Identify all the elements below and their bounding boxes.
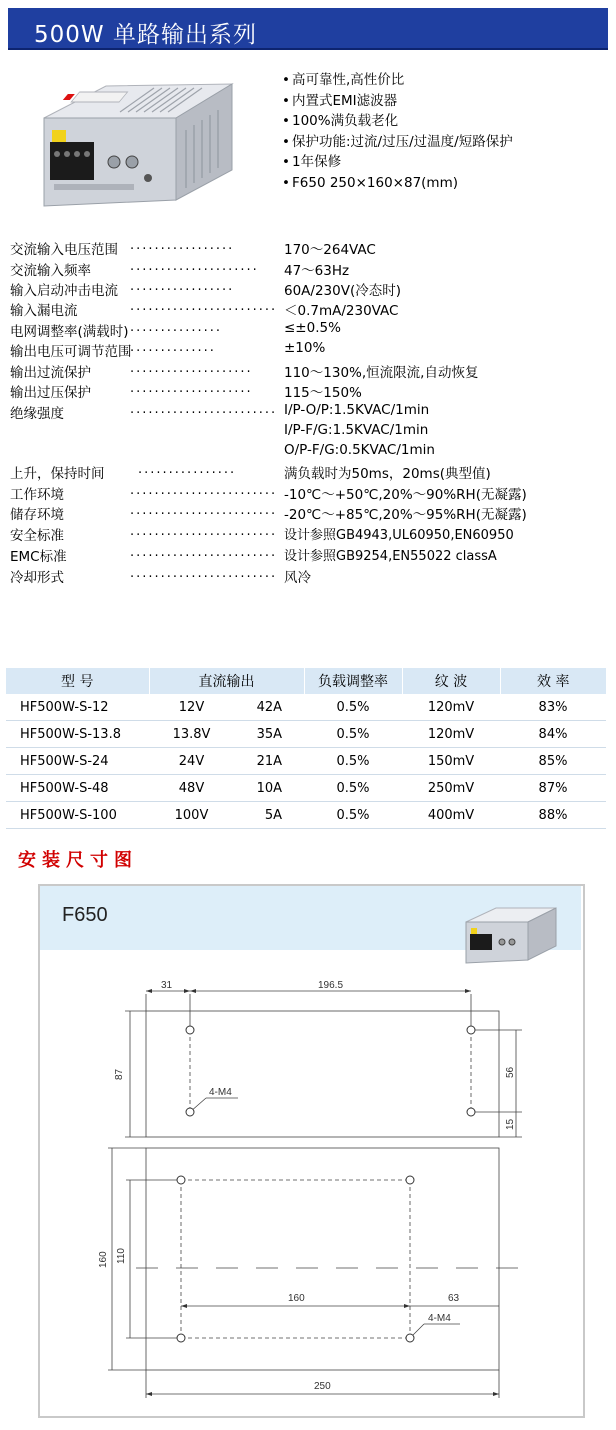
spec-leader: .................	[130, 238, 235, 253]
spec-leader: ........................	[130, 402, 278, 417]
page-title: 500W 单路输出系列	[34, 22, 257, 48]
spec-label: 输出电压可调节范围	[10, 344, 132, 360]
cell-current: 5A	[234, 802, 304, 829]
cell-voltage: 24V	[149, 748, 234, 775]
dim-screw-top: 4-M4	[209, 1087, 232, 1098]
spec-value: ≤±0.5%	[284, 320, 341, 336]
cell-regulation: 0.5%	[304, 748, 402, 775]
dim-hole-bottom: 15	[505, 1118, 516, 1130]
spec-label: 输入启动冲击电流	[10, 283, 118, 299]
spec-leader: ................	[138, 462, 237, 477]
cell-model: HF500W-S-24	[6, 748, 149, 775]
dim-top-offset: 31	[161, 980, 173, 991]
case-label: F650	[62, 904, 108, 926]
spec-leader: ....................	[130, 381, 253, 396]
spec-value: 满负载时为50ms，20ms(典型值)	[284, 466, 491, 482]
mount-hole	[467, 1108, 475, 1116]
spec-value: 110～130%,恒流限流,自动恢复	[284, 365, 479, 381]
spec-leader: ........................	[130, 483, 278, 498]
spec-value: 115～150%	[284, 385, 362, 401]
spec-label: 储存环境	[10, 507, 64, 523]
spec-value: ＜0.7mA/230VAC	[284, 303, 399, 319]
cell-efficiency: 84%	[500, 721, 606, 748]
spec-value: 风冷	[284, 570, 311, 586]
spec-label: 输出过压保护	[10, 385, 91, 401]
spec-leader: ........................	[130, 299, 278, 314]
spec-label: 绝缘强度	[10, 406, 64, 422]
spec-leader: ........................	[130, 545, 278, 560]
cell-model: HF500W-S-100	[6, 802, 149, 829]
cell-voltage: 12V	[149, 694, 234, 721]
cell-model: HF500W-S-48	[6, 775, 149, 802]
header-dc-output: 直流输出	[149, 668, 304, 694]
spec-value: ±10%	[284, 340, 326, 356]
cell-voltage: 48V	[149, 775, 234, 802]
dim-hole-span: 160	[288, 1293, 305, 1304]
header-model: 型 号	[6, 668, 149, 694]
spec-leader: ........................	[130, 503, 278, 518]
spec-leader: ........................	[130, 524, 278, 539]
mounting-heading: 安装尺寸图	[18, 850, 138, 871]
spec-value: -20℃～+85℃,20%～95%RH(无凝露)	[284, 507, 527, 523]
spec-leader: .................	[130, 279, 235, 294]
cell-ripple: 120mV	[402, 694, 500, 721]
cell-regulation: 0.5%	[304, 721, 402, 748]
cell-regulation: 0.5%	[304, 802, 402, 829]
cell-efficiency: 85%	[500, 748, 606, 775]
spec-value: 60A/230V(冷态时)	[284, 283, 401, 299]
cell-voltage: 13.8V	[149, 721, 234, 748]
dim-hole-height: 110	[116, 1248, 127, 1264]
header-ripple: 纹 波	[402, 668, 500, 694]
spec-label: EMC标准	[10, 549, 67, 565]
spec-value: 设计参照GB9254,EN55022 classA	[284, 549, 497, 564]
spec-label: 上升，保持时间	[10, 466, 105, 482]
spec-leader: ........................	[130, 566, 278, 581]
mount-hole	[186, 1108, 194, 1116]
cell-current: 10A	[234, 775, 304, 802]
feature-item: • 100%满负载老化	[282, 113, 399, 129]
spec-value: I/P-O/P:1.5KVAC/1min	[284, 402, 430, 418]
mount-hole	[177, 1334, 185, 1342]
spec-leader: ....................	[130, 361, 253, 376]
spec-leader: .....................	[130, 259, 259, 274]
dim-right-offset: 63	[448, 1293, 460, 1304]
dim-outer-height: 160	[98, 1251, 109, 1268]
spec-value: 170～264VAC	[284, 242, 376, 258]
spec-label: 安全标准	[10, 528, 64, 544]
spec-label: 冷却形式	[10, 570, 64, 586]
header-load-regulation: 负载调整率	[304, 668, 402, 694]
spec-value: I/P-F/G:1.5KVAC/1min	[284, 422, 429, 438]
feature-item: • F650 250×160×87(mm)	[282, 174, 458, 191]
spec-value: 47～63Hz	[284, 263, 350, 279]
cell-current: 42A	[234, 694, 304, 721]
spec-label: 电网调整率(满载时)	[10, 324, 129, 340]
dim-screw-bottom: 4-M4	[428, 1313, 451, 1324]
spec-value: O/P-F/G:0.5KVAC/1min	[284, 442, 435, 458]
top-view-outline	[146, 1011, 499, 1137]
dim-top-span: 196.5	[318, 980, 344, 991]
mount-hole	[406, 1334, 414, 1342]
cell-current: 35A	[234, 721, 304, 748]
spec-label: 工作环境	[10, 487, 64, 503]
bottom-view-outline	[146, 1148, 499, 1370]
spec-label: 交流输入频率	[10, 263, 91, 279]
mount-hole	[177, 1176, 185, 1184]
dim-height-side: 87	[114, 1068, 125, 1080]
dim-total-length: 250	[314, 1381, 331, 1392]
spec-label: 交流输入电压范围	[10, 242, 118, 258]
cell-ripple: 120mV	[402, 721, 500, 748]
mount-hole	[406, 1176, 414, 1184]
cell-ripple: 400mV	[402, 802, 500, 829]
spec-value: -10℃～+50℃,20%～90%RH(无凝露)	[284, 487, 527, 503]
feature-item: • 内置式EMI滤波器	[282, 92, 398, 109]
feature-item: • 高可靠性,高性价比	[282, 72, 405, 88]
cell-efficiency: 83%	[500, 694, 606, 721]
cell-regulation: 0.5%	[304, 775, 402, 802]
mount-hole	[186, 1026, 194, 1034]
cell-efficiency: 87%	[500, 775, 606, 802]
spec-leader: ..............	[130, 340, 216, 355]
cell-efficiency: 88%	[500, 802, 606, 829]
spec-value: 设计参照GB4943,UL60950,EN60950	[284, 528, 514, 543]
cell-model: HF500W-S-13.8	[6, 721, 149, 748]
mount-hole	[467, 1026, 475, 1034]
spec-leader: ...............	[130, 320, 222, 335]
cell-ripple: 150mV	[402, 748, 500, 775]
cell-ripple: 250mV	[402, 775, 500, 802]
cell-regulation: 0.5%	[304, 694, 402, 721]
cell-model: HF500W-S-12	[6, 694, 149, 721]
cell-voltage: 100V	[149, 802, 234, 829]
cell-current: 21A	[234, 748, 304, 775]
feature-item: • 保护功能:过流/过压/过温度/短路保护	[282, 133, 513, 150]
spec-label: 输入漏电流	[10, 303, 78, 319]
spec-label: 输出过流保护	[10, 365, 91, 381]
header-efficiency: 效 率	[537, 674, 570, 690]
dim-hole-vertical: 56	[505, 1066, 516, 1078]
feature-item: • 1年保修	[282, 154, 342, 170]
